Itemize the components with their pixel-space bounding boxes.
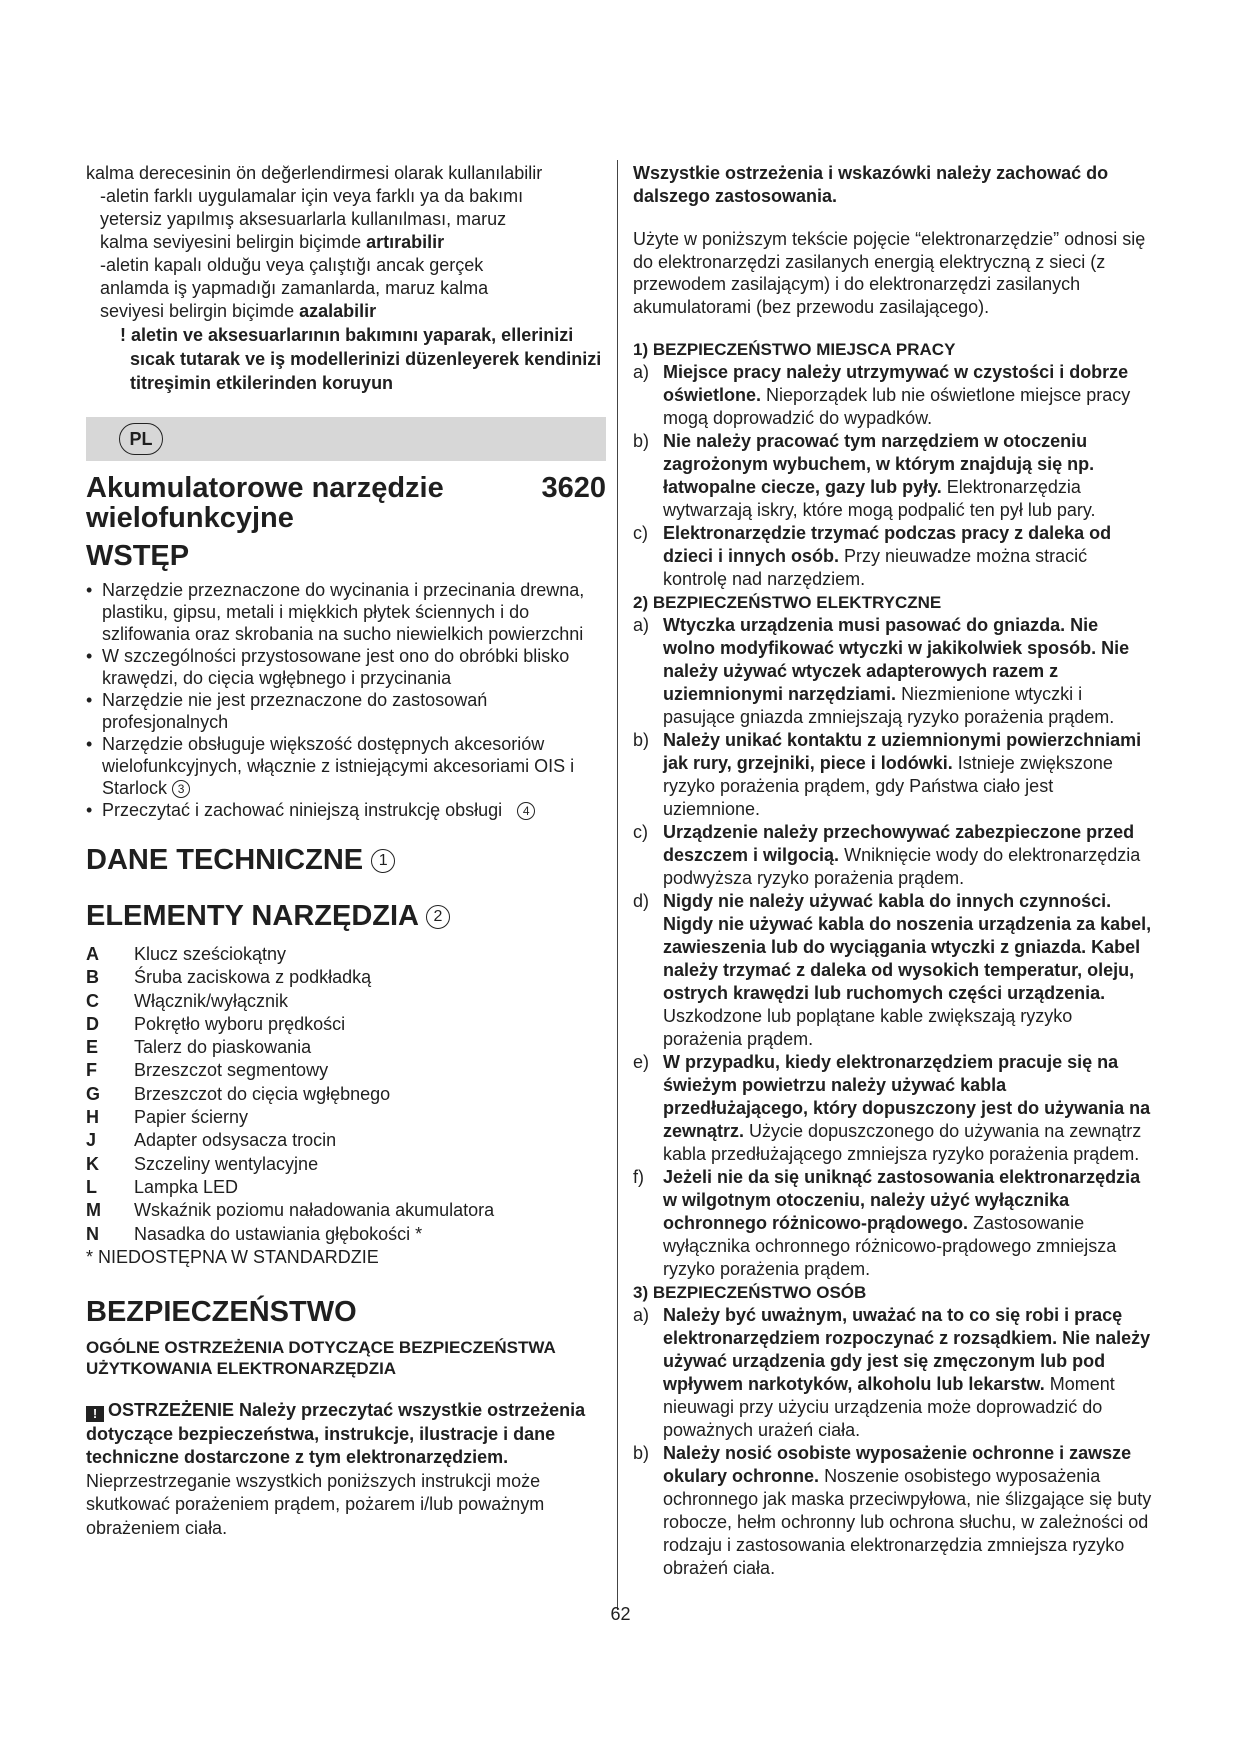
list-item: b) Należy unikać kontaktu z uziemnionymi powierzchniami jak rury, grzejniki, piece i lodówki. Istnieje zwiększone ryzyko porażenia prądem, gdy Państwa ciało jest uziemnione. bbox=[633, 730, 1142, 819]
general-warnings-heading: OGÓLNE OSTRZEŻENIA DOTYCZĄCE BEZPIECZEŃSTWA UŻYTKOWANIA ELEKTRONARZĘDZIA bbox=[86, 1338, 556, 1379]
section-heading: 2) BEZPIECZEŃSTWO ELEKTRYCZNE bbox=[633, 593, 942, 612]
safety-heading: BEZPIECZEŃSTWO bbox=[86, 1296, 357, 1329]
turkish-vibration-text bbox=[86, 162, 606, 395]
section-heading: 3) BEZPIECZEŃSTWO OSÓB bbox=[633, 1283, 867, 1302]
list-item: • Narzędzie obsługuje większość dostępnych akcesoriów wielofunkcyjnych, włącznie z istniejącymi akcesoriami OIS i Starlock 3 bbox=[86, 733, 606, 799]
list-item: c) Urządzenie należy przechowywać zabezpieczone przed deszczem i wilgocią. Wniknięcie wody do elektronarzędzia podwyższa ryzyko porażenia prądem. bbox=[633, 822, 1141, 888]
list-item: E Talerz do piaskowania bbox=[86, 1037, 312, 1058]
not-standard-note: * NIEDOSTĘPNA W STANDARDZIE bbox=[86, 1246, 379, 1267]
tr-line: -aletin kapalı olduğu veya çalıştığı ancak gerçek bbox=[100, 255, 484, 275]
tr-line: kalma derecesinin ön değerlendirmesi olarak kullanılabilir bbox=[86, 163, 543, 183]
elements-list bbox=[86, 943, 606, 1269]
keep-note: Wszystkie ostrzeżenia i wskazówki należy zachować do dalszego zastosowania. bbox=[633, 163, 1109, 206]
figure-ref: 3 bbox=[172, 780, 190, 798]
tr-line: kalma seviyesini belirgin biçimde artırabilir bbox=[100, 232, 445, 252]
figure-ref: 1 bbox=[371, 849, 395, 873]
list-item: a) Miejsce pracy należy utrzymywać w czystości i dobrze oświetlone. Nieporządek lub nie oświetlone miejsce pracy mogą doprowadzić do wypadków. bbox=[633, 362, 1131, 428]
tr-line: -aletin farklı uygulamalar için veya farklı ya da bakımı bbox=[100, 186, 524, 206]
section-heading: 1) BEZPIECZEŃSTWO MIEJSCA PRACY bbox=[633, 340, 956, 359]
list-item: K Szczeliny wentylacyjne bbox=[86, 1153, 319, 1174]
intro-heading: WSTĘP bbox=[86, 540, 190, 572]
intro-list bbox=[86, 579, 606, 821]
list-item: b) Należy nosić osobiste wyposażenie ochronne i zawsze okulary ochronne. Noszenie osobistego wyposażenia ochronnego jak maska przeciwpyłowa, nie ślizgające się buty robocze, hełm ochronny lub ochrona słuchu, w zależności od rodzaju i zastosowania elektronarzędzia zmniejsza ryzyko obrażeń ciała. bbox=[633, 1443, 1152, 1578]
list-item: N Nasadka do ustawiania głębokości * bbox=[86, 1223, 423, 1244]
list-item: A Klucz sześciokątny bbox=[86, 944, 287, 964]
list-item: J Adapter odsysacza trocin bbox=[86, 1130, 337, 1151]
list-item: L Lampka LED bbox=[86, 1176, 239, 1197]
section-workplace bbox=[633, 338, 1153, 591]
tr-line: anlamda iş yapmadığı zamanlarda, maruz kalma bbox=[100, 278, 489, 298]
list-item: H Papier ścierny bbox=[86, 1107, 249, 1128]
right-column bbox=[633, 162, 1153, 1580]
list-item: M Wskaźnik poziomu naładowania akumulatora bbox=[86, 1200, 495, 1221]
elements-heading: ELEMENTY NARZĘDZIA 2 bbox=[86, 899, 606, 933]
list-item: e) W przypadku, kiedy elektronarzędziem pracuje się na świeżym powietrzu należy używać kabla przedłużającego, który dopuszczony jest do używania na zewnątrz. Użycie dopuszczonego do używania na zewnątrz kabla przedłużającego zmniejsza ryzyko porażenia prądem. bbox=[633, 1052, 1151, 1164]
page-number: 62 bbox=[610, 1604, 631, 1624]
list-item: a) Wtyczka urządzenia musi pasować do gniazda. Nie wolno modyfikować wtyczki w jakikolwiek sposób. Nie należy używać wtyczek adapterowych razem z uziemnionymi narzędziami. Niezmienione wtyczki i pasujące gniazda zmniejszają ryzyko porażenia prądem. bbox=[633, 615, 1130, 727]
list-item: G Brzeszczot do cięcia wgłębnego bbox=[86, 1083, 391, 1104]
list-item: • Narzędzie przeznaczone do wycinania i przecinania drewna, plastiku, gipsu, metali i miękkich płytek ściennych i do szlifowania oraz skrobania na sucho niewielkich powierzchni bbox=[86, 579, 606, 645]
list-item: a) Należy być uważnym, uważać na to co się robi i pracę elektronarzędziem rozpoczynać z rozsądkiem. Nie należy używać urządzenia gdy jest się zmęczonym lub pod wpływem narkotyków, alkoholu lub lekarstw. Moment nieuwagi przy użyciu urządzenia może doprowadzić do poważnych urażeń ciała. bbox=[633, 1305, 1151, 1440]
tech-heading: DANE TECHNICZNE 1 bbox=[86, 843, 606, 877]
product-title: Akumulatorowe narzędzie wielofunkcyjne bbox=[86, 472, 444, 534]
list-item: d) Nigdy nie należy używać kabla do innych czynności. Nigdy nie używać kabla do noszenia urządzenia za kabel, zawieszenia lub do wyciągania wtyczki z gniazda. Kabel należy trzymać z daleka od wysokich temperatur, oleju, ostrych krawędzi lub ruchomych części urządzenia. Uszkodzone lub poplątane kable zwiększają ryzyko porażenia prądem. bbox=[633, 891, 1152, 1049]
left-column bbox=[86, 162, 606, 1540]
tr-warning: ! aletin ve aksesuarlarının bakımını yaparak, ellerinizi sıcak tutarak ve iş modellerinizi düzenleyerek kendinizi titreşimin etkilerinden koruyun bbox=[120, 325, 602, 393]
warning-triangle-icon: ! bbox=[86, 1406, 104, 1422]
list-item: b) Nie należy pracować tym narzędziem w otoczeniu zagrożonym wybuchem, w którym znajdują się np. łatwopalne ciecze, gazy lub pyły. Elektronarzędzia wytwarzają iskry, które mogą podpalić ten pył lub pary. bbox=[633, 431, 1096, 520]
list-item: F Brzeszczot segmentowy bbox=[86, 1060, 329, 1081]
list-item: c) Elektronarzędzie trzymać podczas pracy z daleka od dzieci i innych osób. Przy nieuwadze można stracić kontrolę nad narzędziem. bbox=[633, 523, 1112, 589]
section-electrical bbox=[633, 591, 1153, 1281]
list-item: D Pokrętło wyboru prędkości bbox=[86, 1013, 346, 1034]
list-item: • Narzędzie nie jest przeznaczone do zastosowań profesjonalnych bbox=[86, 689, 606, 733]
product-title-row bbox=[86, 473, 606, 533]
language-badge: PL bbox=[119, 423, 163, 455]
list-item: f) Jeżeli nie da się uniknąć zastosowania elektronarzędzia w wilgotnym otoczeniu, należy użyć wyłącznika ochronnego różnicowo-prądowego. Zastosowanie wyłącznika ochronnego różnicowo-prądowego zmniejsza ryzyko porażenia prądem. bbox=[633, 1167, 1141, 1279]
tr-line: seviyesi belirgin biçimde azalabilir bbox=[100, 301, 377, 321]
language-band bbox=[86, 417, 606, 461]
section-personal bbox=[633, 1281, 1153, 1580]
definition: Użyte w poniższym tekście pojęcie “elektronarzędzie” odnosi się do elektronarzędzi zasilanych energią elektryczną z sieci (z przewodem zasilającym) i do elektronarzędzi zasilanych akumulatorami (bez przewodu zasilającego). bbox=[633, 229, 1146, 317]
product-number: 3620 bbox=[541, 472, 606, 504]
list-item: • W szczególności przystosowane jest ono do obróbki blisko krawędzi, do cięcia wgłębnego i przycinania bbox=[86, 645, 606, 689]
tr-line: yetersiz yapılmış aksesuarlarla kullanılması, maruz bbox=[100, 209, 507, 229]
figure-ref: 4 bbox=[517, 802, 535, 820]
list-item: • Przeczytać i zachować niniejszą instrukcję obsługi 4 bbox=[86, 799, 606, 821]
figure-ref: 2 bbox=[426, 905, 450, 929]
list-item: C Włącznik/wyłącznik bbox=[86, 990, 289, 1011]
list-item: B Śruba zaciskowa z podkładką bbox=[86, 967, 372, 988]
column-divider bbox=[617, 160, 618, 1610]
warning-paragraph: ! OSTRZEŻENIE Należy przeczytać wszystkie ostrzeżenia dotyczące bezpieczeństwa, instrukcje, ilustracje i dane techniczne dostarczone z tym elektronarzędziem. Nieprzestrzeganie wszystkich poniższych instrukcji może skutkować porażeniem prądem, pożarem i/lub poważnym obrażeniem ciała. bbox=[86, 1400, 586, 1538]
